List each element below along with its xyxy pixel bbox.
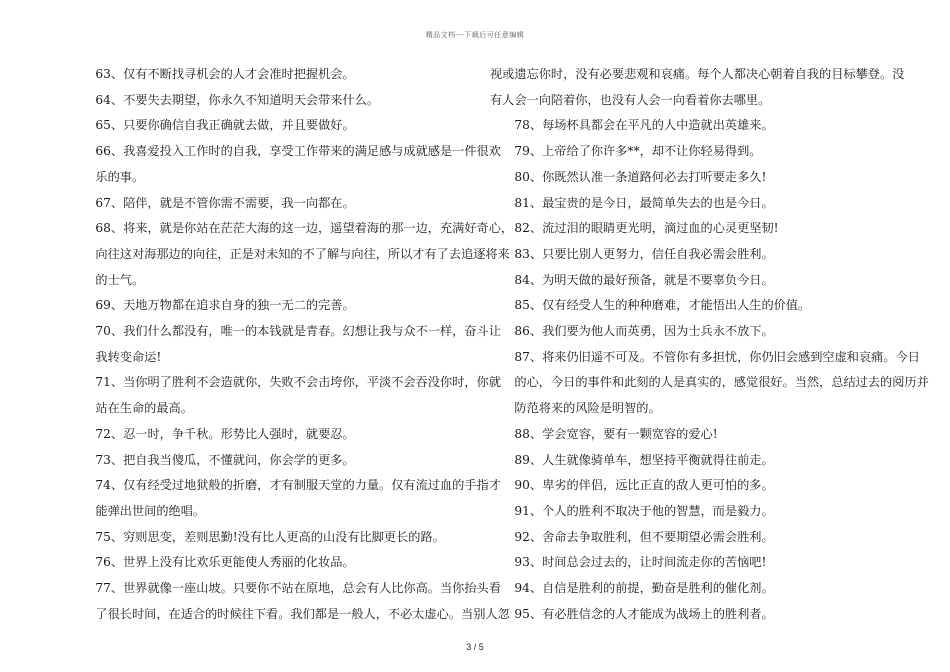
text-paragraph [71, 191, 453, 217]
text-line: 72、忍一时，争千秋。形势比人强时，就要忍。 [95, 426, 355, 441]
text-paragraph [490, 319, 878, 345]
text-line: 68、将来，就是你站在茫茫大海的这一边，遥望着海的那一边，充满好奇心， [95, 221, 514, 236]
text-line: 67、陪伴，就是不管你需不需要，我一向都在。 [95, 195, 355, 210]
text-line: 80、你既然认准一条道路何必去打听要走多久! [514, 169, 767, 184]
text-line: 有人会一向陪着你，也没有人会一向看着你去哪里。 [490, 92, 771, 107]
right-text-column [490, 62, 929, 627]
text-line: 77、世界就像一座山坡。只要你不站在原地，总会有人比你高。当你抬头看 [95, 581, 501, 596]
text-line: 的心，今日的事件和此刻的人是真实的，感觉很好。当然，总结过去的阅历并 [514, 375, 929, 390]
document-header-note: 精品文档---下载后可任意编辑 [425, 31, 525, 39]
text-paragraph [71, 576, 510, 627]
text-paragraph [71, 370, 501, 421]
text-line: 90、卑劣的伴侣，远比正直的敌人更可怕的多。 [514, 478, 774, 493]
page-number: 3 / 5 [466, 642, 484, 652]
text-line: 65、只要你确信自我正确就去做，并且要做好。 [95, 118, 355, 133]
text-paragraph [490, 268, 878, 294]
text-line: 74、仅有经受过地狱般的折磨，才有制服天堂的力量。仅有流过血的手指才 [95, 478, 501, 493]
text-paragraph [490, 422, 878, 448]
text-paragraph [490, 345, 929, 422]
text-paragraph [490, 499, 878, 525]
text-line: 93、时间总会过去的，让时间流走你的苦恼吧! [514, 555, 767, 570]
text-paragraph [71, 62, 453, 88]
text-line: 86、我们要为他人而英勇，因为士兵永不放下。 [514, 324, 774, 339]
text-line: 66、我喜爱投入工作时的自我，享受工作带来的满足感与成就感是一件很欢 [95, 144, 501, 159]
text-line: 82、流过泪的眼睛更光明，滴过血的心灵更坚韧! [514, 221, 779, 236]
text-line: 乐的事。 [95, 169, 145, 184]
text-line: 73、把自我当傻瓜，不懂就问，你会学的更多。 [95, 452, 355, 467]
left-text-column [71, 62, 514, 627]
text-paragraph [490, 602, 878, 628]
text-line: 69、天地万物都在追求自身的独一无二的完善。 [95, 298, 355, 313]
text-line: 76、世界上没有比欢乐更能使人秀丽的化妆品。 [95, 555, 355, 570]
text-paragraph [71, 139, 501, 190]
text-line: 78、每场杯具都会在平凡的人中造就出英雄来。 [514, 118, 774, 133]
text-paragraph [490, 550, 878, 576]
text-paragraph [71, 113, 453, 139]
text-paragraph [490, 216, 878, 242]
text-line: 的士气。 [95, 272, 145, 287]
text-line: 能弹出世间的绝唱。 [95, 503, 206, 518]
text-line: 83、只要比别人更努力，信任自我必需会胜利。 [514, 246, 774, 261]
text-line: 81、最宝贵的是今日，最简单失去的也是今日。 [514, 195, 774, 210]
text-line: 63、仅有不断找寻机会的人才会准时把握机会。 [95, 67, 355, 81]
text-line: 94、自信是胜利的前提，勤奋是胜利的催化剂。 [514, 581, 774, 596]
text-paragraph [490, 242, 878, 268]
text-line: 向往这对海那边的向往，正是对未知的不了解与向往，所以才有了去追逐将来 [95, 246, 510, 261]
text-line: 95、有必胜信念的人才能成为战场上的胜利者。 [514, 606, 774, 621]
text-line: 了很长时间，在适合的时候往下看。我们都是一般人，不必太虚心。当别人忽 [95, 606, 510, 621]
text-paragraph [490, 165, 878, 191]
text-paragraph [71, 448, 453, 474]
text-paragraph [490, 448, 878, 474]
text-paragraph [490, 473, 878, 499]
text-line: 站在生命的最高。 [95, 401, 193, 416]
text-line: 75、穷则思变，差则思勤!没有比人更高的山没有比脚更长的路。 [95, 529, 445, 544]
text-paragraph [490, 293, 878, 319]
text-paragraph [71, 216, 514, 293]
text-paragraph [490, 191, 878, 217]
text-paragraph [71, 293, 453, 319]
text-paragraph [71, 525, 453, 551]
text-line: 71、当你明了胜利不会造就你，失败不会击垮你，平淡不会吞没你时，你就 [95, 375, 501, 390]
text-line: 70、我们什么都没有，唯一的本钱就是青春。幻想让我与众不一样，奋斗让 [95, 324, 501, 339]
text-line: 89、人生就像骑单车，想坚持平衡就得往前走。 [514, 452, 774, 467]
text-line: 87、将来仍旧遥不可及。不管你有多担忧，你仍旧会感到空虚和哀痛。今日 [514, 349, 920, 364]
text-line: 79、上帝给了你许多**，却不让你轻易得到。 [514, 144, 762, 159]
text-line: 91、个人的胜利不取决于他的智慧，而是毅力。 [514, 503, 774, 518]
text-line: 防范将来的风险是明智的。 [514, 401, 661, 416]
text-paragraph [490, 139, 878, 165]
text-paragraph [71, 319, 501, 370]
text-paragraph [490, 576, 878, 602]
text-paragraph [71, 88, 453, 114]
text-line: 88、学会宽容，要有一颗宽容的爱心! [514, 426, 718, 441]
text-line: 85、仅有经受人生的种种磨难，才能悟出人生的价值。 [514, 298, 811, 313]
text-line: 64、不要失去期望，你永久不知道明天会带来什么。 [95, 92, 380, 107]
text-line: 92、舍命去争取胜利，但不要期望必需会胜利。 [514, 529, 774, 544]
text-paragraph [490, 525, 878, 551]
text-line: 我转变命运! [95, 349, 162, 364]
text-paragraph [71, 473, 501, 524]
text-line: 84、为明天做的最好预备，就是不要辜负今日。 [514, 272, 774, 287]
text-paragraph [71, 550, 453, 576]
text-line: 视或遗忘你时，没有必要悲观和哀痛。每个人都决心朝着自我的目标攀登。没 [490, 67, 905, 81]
text-paragraph [490, 62, 905, 113]
text-paragraph [490, 113, 878, 139]
text-paragraph [71, 422, 453, 448]
